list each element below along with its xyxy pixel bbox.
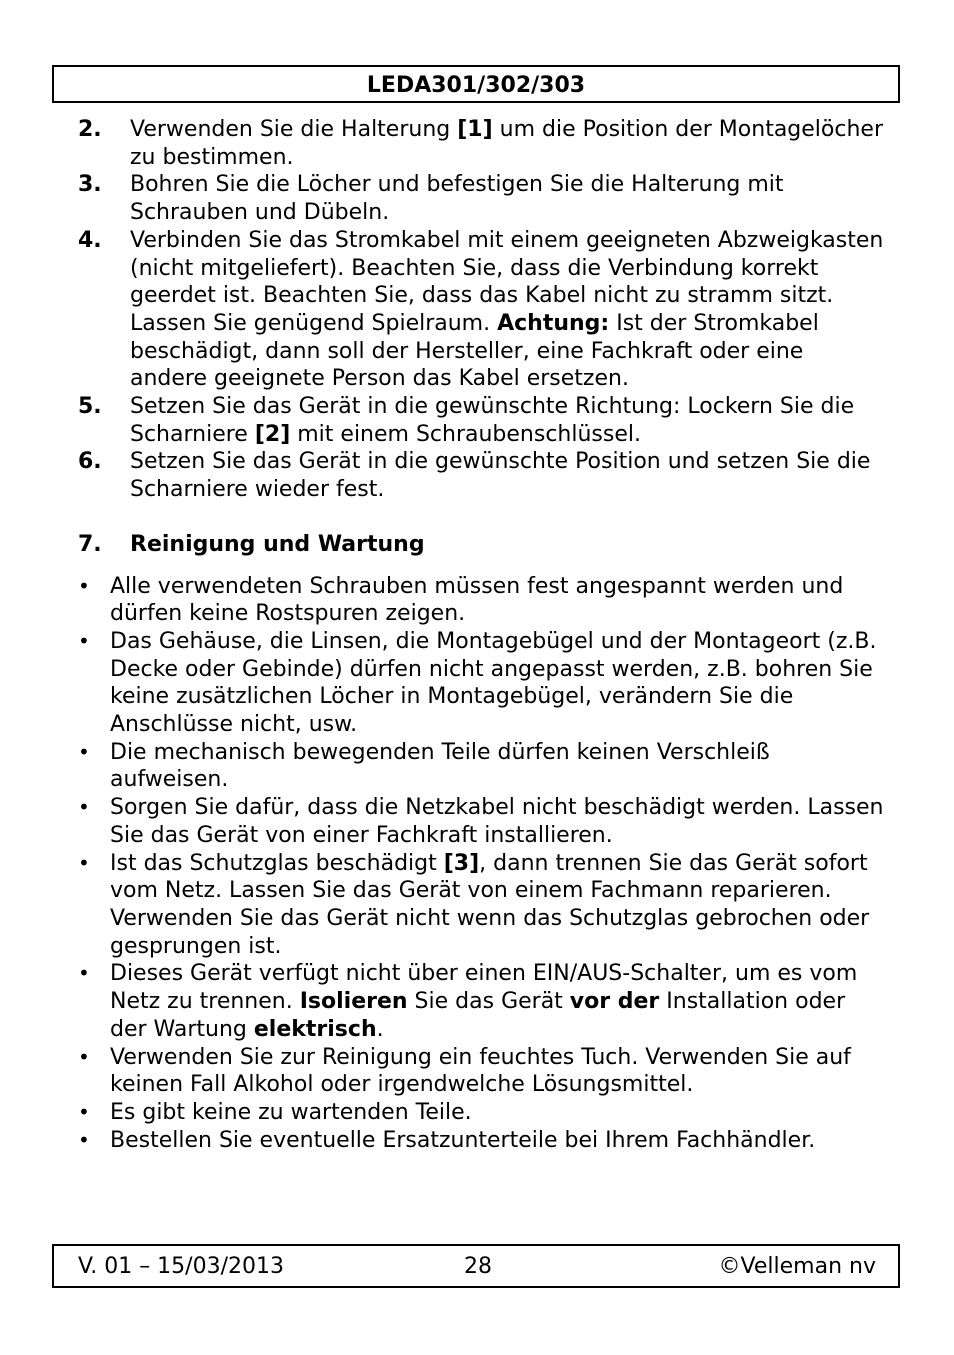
version-date: V. 01 – 15/03/2013: [78, 1254, 284, 1279]
bullet-item: [0, 1044, 954, 1099]
text-run: Verwenden Sie die Halterung: [130, 117, 458, 142]
page-number: 28: [464, 1254, 492, 1279]
bullet-text: [110, 961, 857, 1041]
bullet-item: [0, 960, 954, 1043]
text-run: Installation oder der Wartung: [110, 989, 846, 1042]
bullet-text: [110, 1045, 851, 1098]
bullet-icon: •: [78, 961, 90, 986]
bullet-list: [0, 573, 954, 1155]
bullet-item: [0, 1099, 954, 1127]
bold-text: elektrisch: [253, 1016, 377, 1042]
bullet-icon: •: [78, 850, 90, 875]
text-run: Setzen Sie das Gerät in die gewünschte Richtung: Lockern Sie die Scharniere: [130, 394, 855, 447]
step-text: [130, 172, 784, 225]
bullet-item: [0, 628, 954, 739]
step-item: [0, 448, 954, 503]
bold-text: Achtung:: [497, 310, 610, 336]
bold-text: Isolieren: [299, 989, 408, 1015]
step-number: 6.: [78, 449, 102, 475]
step-item: [0, 171, 954, 226]
bullet-text: [110, 740, 770, 793]
step-item: [0, 393, 954, 448]
bullet-item: [0, 794, 954, 849]
bold-text: [2]: [254, 421, 291, 447]
bullet-text: [110, 574, 843, 627]
text-run: Dieses Gerät verfügt nicht über einen EIN/AUS-Schalter, um es vom Netz zu trennen.: [110, 961, 858, 1015]
bullet-item: [0, 850, 954, 961]
step-number: 3.: [78, 172, 102, 198]
section-number: 7.: [78, 531, 102, 557]
page-footer: [52, 1244, 900, 1288]
text-run: mit einem Schraubenschlüssel.: [290, 421, 641, 447]
step-text: [130, 394, 854, 447]
step-text: [130, 228, 883, 392]
step-number: 4.: [78, 227, 102, 253]
bullet-icon: •: [78, 1099, 90, 1124]
page-header: [52, 65, 900, 103]
bullet-item: [0, 573, 954, 628]
bullet-text: [110, 1100, 472, 1125]
bullet-text: [110, 1128, 815, 1153]
document-title: LEDA301/302/303: [366, 73, 586, 98]
bullet-item: [0, 739, 954, 794]
bullet-icon: •: [78, 573, 90, 598]
bullet-icon: •: [78, 1127, 90, 1152]
bullet-text: [110, 629, 876, 737]
text-run: Bestellen Sie eventuelle Ersatzunterteile bei Ihrem Fachhändler.: [110, 1127, 816, 1153]
text-run: Die mechanisch bewegenden Teile dürfen keinen Verschleiß aufweisen.: [110, 739, 770, 793]
bold-text: [1]: [457, 117, 493, 142]
step-item: [0, 227, 954, 393]
bullet-icon: •: [78, 628, 90, 653]
bullet-icon: •: [78, 739, 90, 764]
bullet-icon: •: [78, 1044, 90, 1069]
section-heading: [0, 531, 954, 559]
step-text: [130, 449, 870, 502]
text-run: Bohren Sie die Löcher und befestigen Sie die Halterung mit Schrauben und Dübeln.: [130, 172, 784, 226]
text-run: .: [376, 1016, 384, 1042]
text-run: Das Gehäuse, die Linsen, die Montagebügel und der Montageort (z.B. Decke oder Gebinde) dürfen nicht angepasst werden, z.B. bohren Sie keine zusätzlichen Löcher in Montagebügel, verändern Sie die Anschlüsse nicht, usw.: [110, 628, 877, 738]
bullet-item: [0, 1127, 954, 1155]
bullet-text: [110, 851, 869, 959]
step-number: 2.: [78, 117, 102, 142]
text-run: , dann trennen Sie das Gerät sofort vom Netz. Lassen Sie das Gerät von einem Fachmann reparieren. Verwenden Sie das Gerät nicht wenn das Schutzglas gebrochen oder gesprungen ist.: [110, 850, 870, 959]
bullet-icon: •: [78, 795, 90, 820]
bullet-text: [110, 795, 883, 848]
text-run: Verbinden Sie das Stromkabel mit einem geeigneten Abzweigkasten (nicht mitgeliefert). Beachten Sie, dass die Verbindung korrekt geerdet ist. Beachten Sie, dass das Kabel nicht zu stramm sitzt. Lassen Sie genügend Spielraum.: [130, 227, 884, 336]
text-run: um die Position der Montagelöcher zu bestimmen.: [130, 117, 883, 170]
steps-list: [0, 116, 954, 504]
section-title: Reinigung und Wartung: [130, 531, 425, 557]
bold-text: vor der: [569, 989, 660, 1015]
text-run: Ist der Stromkabel beschädigt, dann soll der Hersteller, eine Fachkraft oder eine andere geeignete Person das Kabel ersetzen.: [130, 310, 819, 392]
text-run: Setzen Sie das Gerät in die gewünschte Position und setzen Sie die Scharniere wieder fest.: [130, 449, 871, 503]
text-run: Verwenden Sie zur Reinigung ein feuchtes Tuch. Verwenden Sie auf keinen Fall Alkohol oder irgendwelche Lösungsmittel.: [110, 1044, 851, 1098]
step-number: 5.: [78, 394, 102, 420]
copyright: ©Velleman nv: [718, 1254, 876, 1279]
bold-text: [3]: [443, 850, 480, 876]
step-text: [130, 117, 883, 170]
text-run: Alle verwendeten Schrauben müssen fest angespannt werden und dürfen keine Rostspuren zeigen.: [110, 573, 844, 627]
text-run: Ist das Schutzglas beschädigt: [110, 850, 444, 876]
text-run: Es gibt keine zu wartenden Teile.: [110, 1099, 472, 1125]
step-item: [0, 116, 954, 171]
main-content: [0, 116, 954, 1154]
text-run: Sie das Gerät: [407, 989, 570, 1015]
text-run: Sorgen Sie dafür, dass die Netzkabel nicht beschädigt werden. Lassen Sie das Gerät von einer Fachkraft installieren.: [110, 795, 884, 848]
